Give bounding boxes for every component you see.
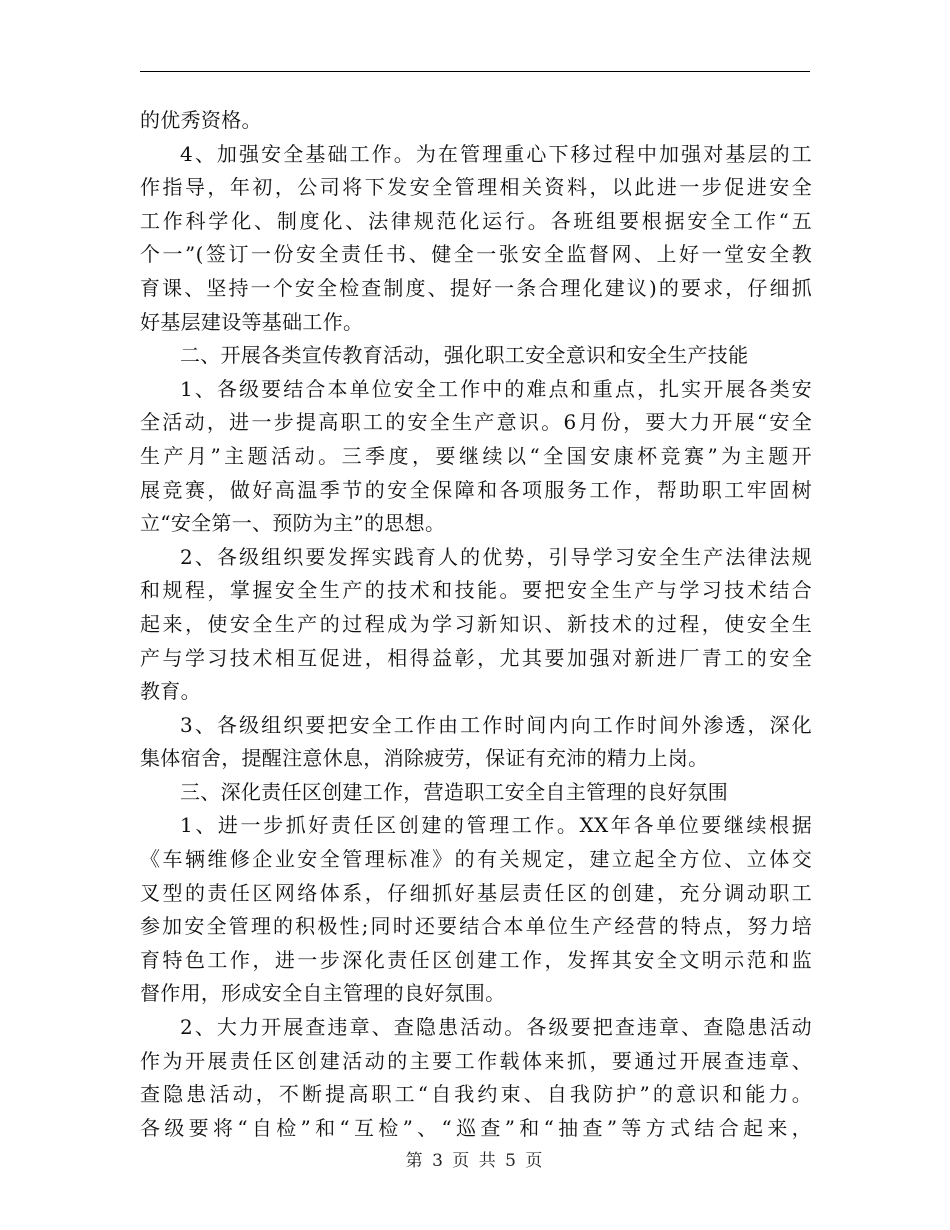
text-line: 3、各级组织要把安全工作由工作时间内向工作时间外渗透，深化 [180, 712, 812, 737]
text-line: 二、开展各类宣传教育活动，强化职工安全意识和安全生产技能 [180, 343, 749, 368]
text-line: 教育。 [140, 679, 201, 704]
text-line: 4、加强安全基础工作。为在管理重心下移过程中加强对基层的工 [180, 141, 812, 166]
text-line: 育特色工作，进一步深化责任区创建工作，发挥其安全文明示范和监 [140, 947, 812, 972]
text-line: 工作科学化、制度化、法律规范化运行。各班组要根据安全工作“五 [140, 208, 812, 233]
text-line: 参加安全管理的积极性;同时还要结合本单位生产经营的特点，努力培 [140, 914, 812, 939]
text-line: 1、进一步抓好责任区创建的管理工作。XX年各单位要继续根据 [180, 813, 812, 838]
text-line: 育课、坚持一个安全检查制度、提好一条合理化建议)的要求，仔细抓 [140, 275, 812, 300]
text-line: 产与学习技术相互促进，相得益彰，尤其要加强对新进厂青工的安全 [140, 645, 812, 670]
text-line: 1、各级要结合本单位安全工作中的难点和重点，扎实开展各类安 [180, 376, 812, 401]
text-line: 展竞赛，做好高温季节的安全保障和各项服务工作，帮助职工牢固树 [140, 477, 812, 502]
text-line: 三、深化责任区创建工作，营造职工安全自主管理的良好氛围 [180, 779, 729, 804]
document-body [140, 104, 812, 1145]
text-line: 2、各级组织要发挥实践育人的优势，引导学习安全生产法律法规 [180, 544, 812, 569]
page-number-footer: 第 3 页 共 5 页 [405, 1151, 545, 1171]
text-line: 和规程，掌握安全生产的技术和技能。要把安全生产与学习技术结合 [140, 578, 812, 603]
text-line: 集体宿舍，提醒注意休息，消除疲劳，保证有充沛的精力上岗。 [140, 746, 709, 771]
text-line: 督作用，形成安全自主管理的良好氛围。 [140, 981, 506, 1006]
text-line: 的优秀资格。 [140, 108, 262, 132]
text-line: 立“安全第一、预防为主”的思想。 [140, 511, 446, 536]
text-line: 查隐患活动，不断提高职工“自我约束、自我防护”的意识和能力。 [140, 1082, 812, 1107]
text-line: 好基层建设等基础工作。 [140, 309, 364, 334]
text-line: 个一”(签订一份安全责任书、健全一张安全监督网、上好一堂安全教 [140, 242, 812, 267]
text-line: 全活动，进一步提高职工的安全生产意识。6月份，要大力开展“安全 [140, 410, 812, 435]
header-rule [140, 71, 810, 72]
text-line: 叉型的责任区网络体系，仔细抓好基层责任区的创建，充分调动职工 [140, 880, 812, 905]
text-line: 生产月”主题活动。三季度，要继续以“全国安康杯竞赛”为主题开 [140, 443, 812, 468]
text-line: 起来，使安全生产的过程成为学习新知识、新技术的过程，使安全生 [140, 611, 812, 636]
text-line: 2、大力开展查违章、查隐患活动。各级要把查违章、查隐患活动 [180, 1015, 812, 1040]
text-line: 作指导，年初，公司将下发安全管理相关资料，以此进一步促进安全 [140, 175, 812, 200]
text-line: 作为开展责任区创建活动的主要工作载体来抓，要通过开展查违章、 [140, 1048, 812, 1073]
text-line: 《车辆维修企业安全管理标准》的有关规定，建立起全方位、立体交 [140, 847, 812, 872]
text-line: 各级要将“自检”和“互检”、“巡查”和“抽查”等方式结合起来， [140, 1115, 812, 1140]
